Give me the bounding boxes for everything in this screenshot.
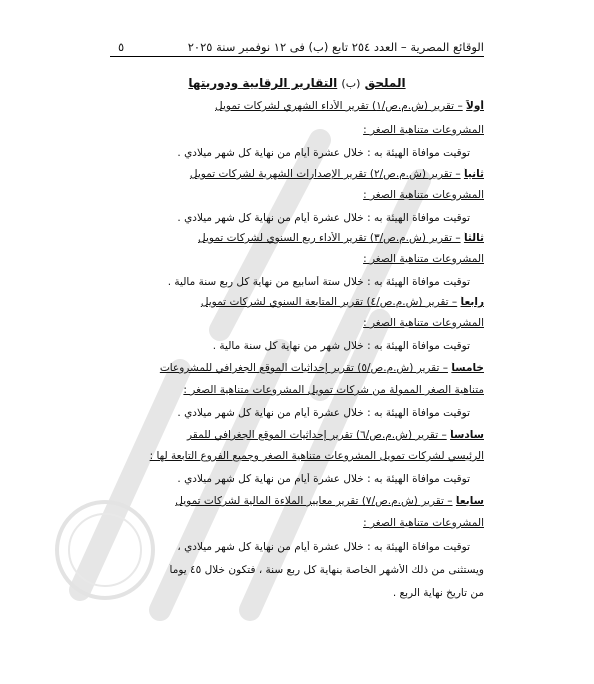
appendix-title	[110, 76, 484, 90]
page-number: ٥	[118, 40, 125, 54]
item-5-deadline: توقيت موافاة الهيئة به : خلال عشرة أيام من نهاية كل شهر ميلادي .	[177, 407, 470, 419]
item-4-heading: رابعاً – تقرير (ش.م.ص/٤) تقرير المتابعة السنوي لشركات تمويل	[200, 296, 484, 308]
item-6-heading: سادساً – تقرير (ش.م.ص/٦) تقرير إحداثيات الموقع الجغرافي للمقر	[187, 429, 484, 441]
title-prefix: الملحق	[364, 76, 406, 90]
item-3-deadline: توقيت موافاة الهيئة به : خلال ستة أسابيع من نهاية كل ربع سنة مالية .	[167, 276, 470, 288]
item-2-continuation: المشروعات متناهية الصغر :	[363, 189, 484, 201]
item-6-deadline: توقيت موافاة الهيئة به : خلال عشرة أيام من نهاية كل شهر ميلادي .	[177, 473, 470, 485]
item-2-heading: ثانياً – تقرير (ش.م.ص/٢) تقرير الإصدارات الشهرية لشركات تمويل	[189, 168, 484, 180]
page-header	[118, 38, 484, 56]
item-1-continuation: المشروعات متناهية الصغر :	[363, 124, 484, 136]
item-3-heading: ثالثاً – تقرير (ش.م.ص/٣) تقرير الأداء ربع السنوي لشركات تمويل	[198, 232, 484, 244]
item-2-deadline: توقيت موافاة الهيئة به : خلال عشرة أيام من نهاية كل شهر ميلادي .	[177, 212, 470, 224]
item-report: – تقرير (ش.م.ص/١) تقرير الأداء الشهري لشركات تمويل	[215, 100, 463, 112]
item-ordinal: أولاً	[466, 100, 484, 112]
title-main: التقارير الرقابية ودوريتها	[188, 76, 338, 90]
header-rule	[110, 56, 484, 57]
item-5-heading: خامساً – تقرير (ش.م.ص/٥) تقرير إحداثيات الموقع الجغرافي للمشروعات	[159, 362, 484, 374]
item-4-continuation: المشروعات متناهية الصغر :	[363, 317, 484, 329]
title-letter: (ب)	[341, 77, 361, 90]
item-3-continuation: المشروعات متناهية الصغر :	[363, 253, 484, 265]
item-7-heading: سابعاً – تقرير (ش.م.ص/٧) تقرير معايير الملاءة المالية لشركات تمويل	[175, 495, 484, 507]
gazette-info: الوقائع المصرية – العدد ٢٥٤ تابع (ب) فى ١٢ نوفمبر سنة ٢٠٢٥	[187, 40, 484, 54]
closing-line-1: ويستثنى من ذلك الأشهر الخاصة بنهاية كل ربع سنة ، فتكون خلال ٤٥ يوماً	[169, 564, 484, 576]
closing-line-2: من تاريخ نهاية الربع .	[392, 587, 484, 599]
item-5-continuation: متناهية الصغر الممولة من شركات تمويل المشروعات متناهية الصغر :	[183, 384, 484, 396]
item-7-deadline: توقيت موافاة الهيئة به : خلال عشرة أيام من نهاية كل شهر ميلادي ،	[177, 541, 470, 553]
item-4-deadline: توقيت موافاة الهيئة به : خلال شهر من نهاية كل سنة مالية .	[212, 340, 470, 352]
item-7-continuation: المشروعات متناهية الصغر :	[363, 517, 484, 529]
item-1-heading	[126, 100, 484, 113]
item-6-continuation: الرئيسي لشركات تمويل المشروعات متناهية الصغر وجميع الفروع التابعة لها :	[149, 450, 484, 462]
item-1-deadline: توقيت موافاة الهيئة به : خلال عشرة أيام من نهاية كل شهر ميلادي .	[177, 147, 470, 159]
